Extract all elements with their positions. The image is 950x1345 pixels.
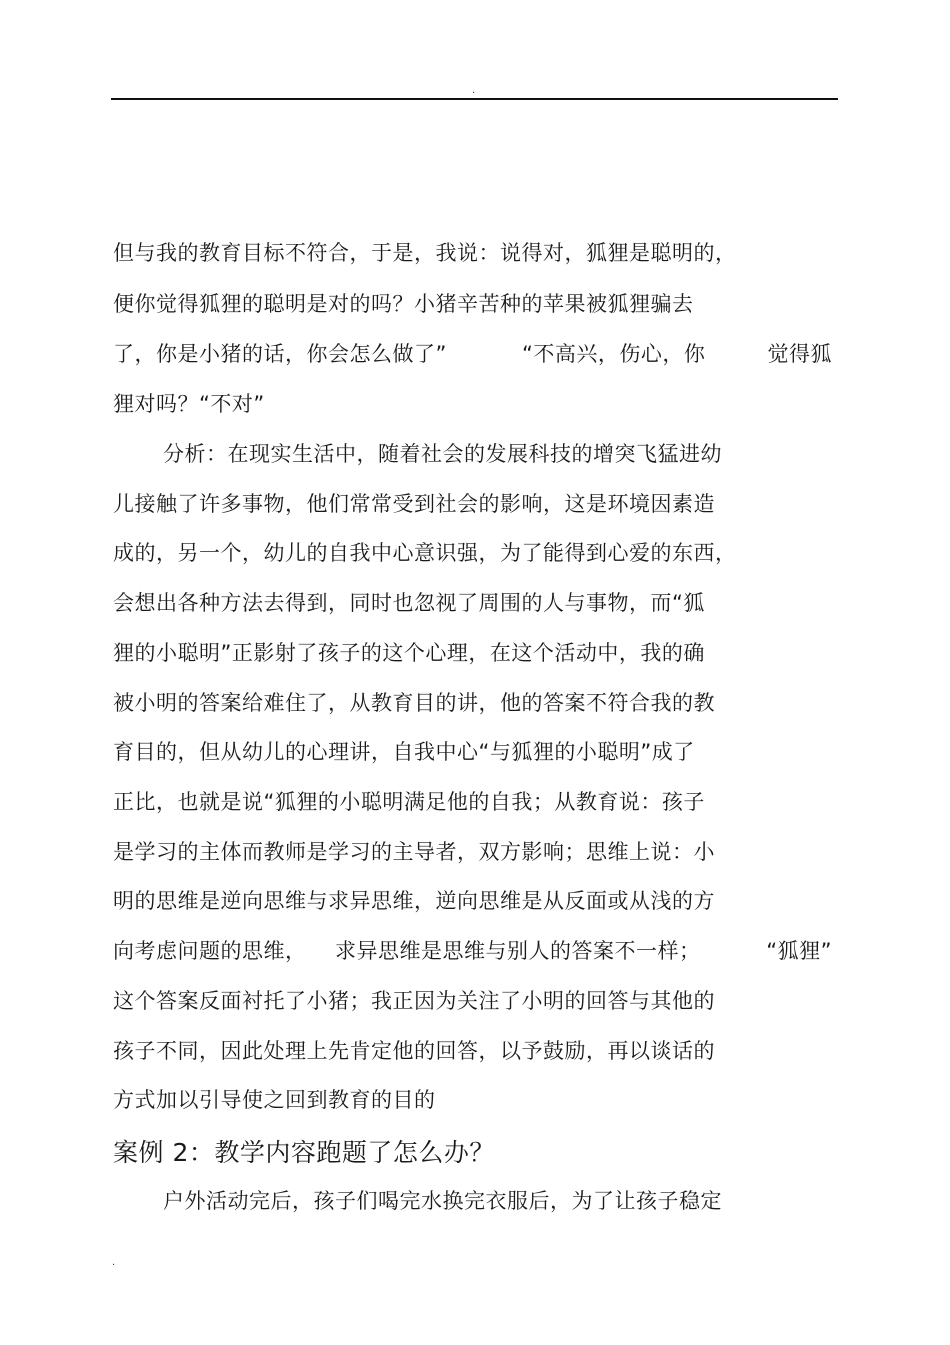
text-line: 被小明的答案给难住了，从教育目的讲，他的答案不符合我的教 — [113, 691, 715, 715]
text-line: “不高兴，伤心，你 — [522, 342, 706, 366]
text-line: 正比，也就是说“狐狸的小聪明满足他的自我；从教育说：孩子 — [113, 790, 705, 814]
text-line: 明的思维是逆向思维与求异思维，逆向思维是从反面或从浅的方 — [113, 889, 715, 913]
text-line: 狸的小聪明”正影射了孩子的这个心理，在这个活动中，我的确 — [113, 641, 705, 665]
text-line: 这个答案反面衬托了小猪；我正因为关注了小明的回答与其他的 — [113, 989, 715, 1013]
text-line: “狐狸” — [766, 939, 832, 963]
text-line: 育目的，但从幼儿的心理讲，自我中心“与狐狸的小聪明”成了 — [113, 740, 695, 764]
text-line: 便你觉得狐狸的聪明是对的吗？小猪辛苦种的苹果被狐狸骗去 — [113, 292, 694, 316]
text-line: 求异思维是思维与别人的答案不一样； — [335, 939, 701, 963]
text-line: 儿接触了许多事物，他们常常受到社会的影响，这是环境因素造 — [113, 492, 715, 516]
text-line: 会想出各种方法去得到，同时也忽视了周围的人与事物，而“狐 — [113, 591, 705, 615]
header-rule — [111, 98, 838, 100]
text-line: 了，你是小猪的话，你会怎么做了” — [113, 342, 447, 366]
text-line: 但与我的教育目标不符合，于是，我说：说得对，狐狸是聪明的， — [113, 241, 737, 265]
text-line: 狸对吗？“不对” — [113, 392, 265, 416]
header-mark: . — [472, 85, 476, 96]
text-line: 方式加以引导使之回到教育的目的 — [113, 1088, 436, 1112]
section-heading: 案例 2：教学内容跑题了怎么办？ — [113, 1138, 495, 1167]
footer-mark: . — [112, 1257, 116, 1268]
text-line: 分析：在现实生活中，随着社会的发展科技的增突飞猛进幼 — [163, 442, 722, 466]
text-line: 户外活动完后，孩子们喝完水换完衣服后，为了让孩子稳定 — [163, 1189, 722, 1213]
text-line: 向考虑问题的思维， — [113, 939, 307, 963]
text-line: 是学习的主体而教师是学习的主导者，双方影响；思维上说：小 — [113, 840, 715, 864]
text-line: 觉得狐 — [767, 342, 832, 366]
text-line: 孩子不同，因此处理上先肯定他的回答，以予鼓励，再以谈话的 — [113, 1039, 715, 1063]
text-line: 成的，另一个，幼儿的自我中心意识强，为了能得到心爱的东西， — [113, 541, 737, 565]
